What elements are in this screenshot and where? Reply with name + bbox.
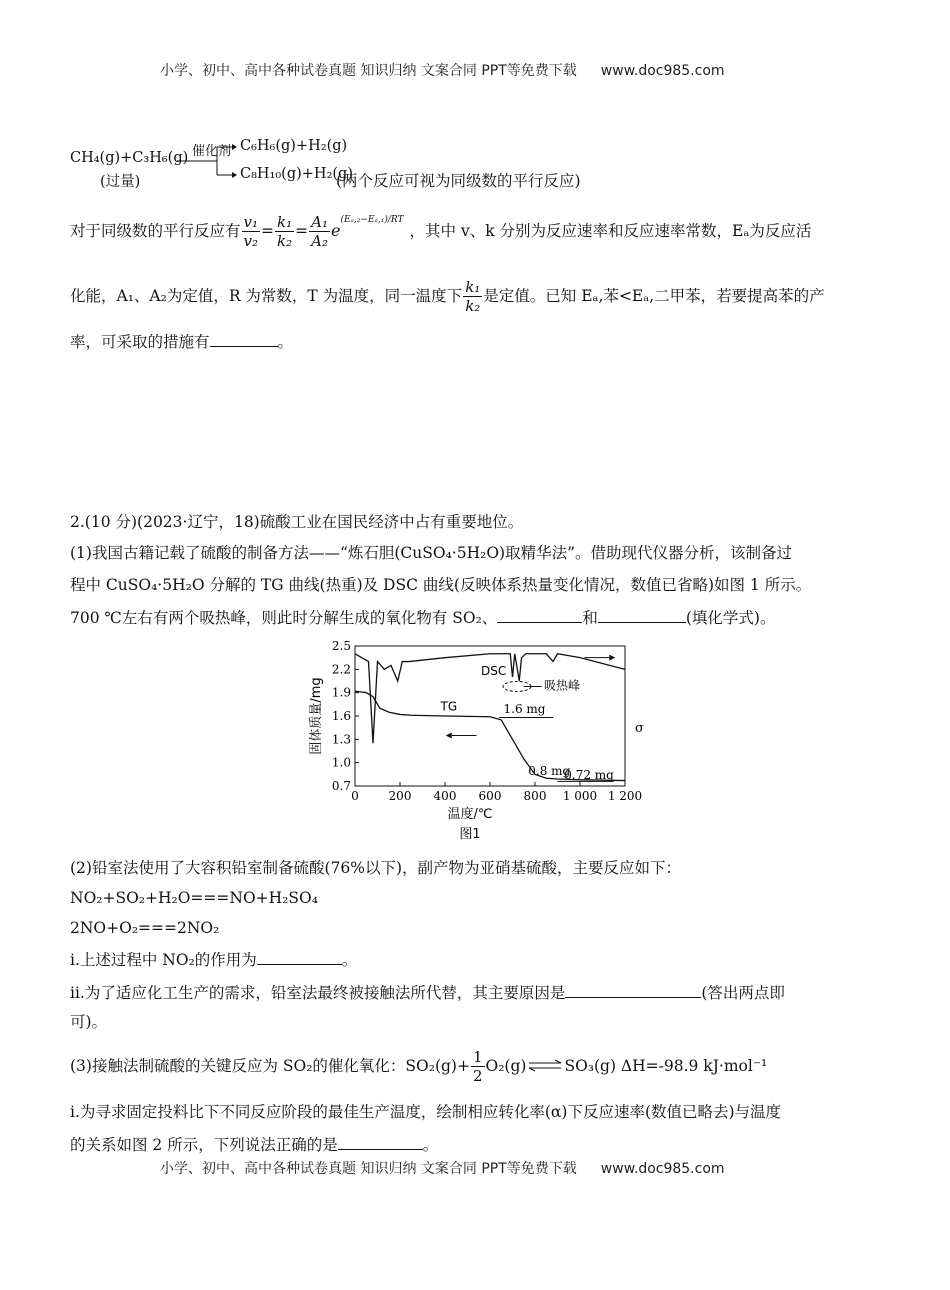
side-label: σ	[635, 721, 644, 736]
q2-p1-line2: 程中 CuSO₄·5H₂O 分解的 TG 曲线(热重)及 DSC 曲线(反映体系热量变化情况，数值已省略)如图 1 所示。	[70, 576, 812, 594]
q1-lead: 对于同级数的平行反应有	[70, 222, 241, 240]
q2-p1-line1: (1)我国古籍记载了硫酸的制备方法——“炼石胆(CuSO₄·5H₂O)取精华法”。借助现代仪器分析，该制备过	[70, 544, 793, 562]
x-tick-label: 600	[478, 789, 502, 803]
scheme-reactant: CH₄(g)+C₃H₆(g)	[70, 150, 189, 166]
q2-p2-ii: ⅱ.为了适应化工生产的需求，铅室法最终被接触法所代替，其主要原因是 (答出两点即	[70, 981, 785, 1003]
scheme-reactant-note: (过量)	[100, 174, 141, 190]
y-tick-label: 1.9	[331, 685, 351, 700]
q2-p1-line3	[70, 606, 775, 628]
page-footer	[160, 1158, 725, 1178]
scheme-product2: C₈H₁₀(g)+H₂(g)	[240, 166, 353, 182]
header-url[interactable]: www.doc985.com	[600, 63, 725, 79]
frac-v: $\frac{\text{v₁}}{\text{v₂}}$	[243, 212, 259, 250]
equilibrium-arrow-icon	[528, 1059, 562, 1073]
exp-power: (Eₐ,₂−Eₐ,₁)/RT	[340, 215, 404, 225]
q2-eq1: NO₂+SO₂+H₂O===NO+H₂SO₄	[70, 889, 318, 907]
answer-blank[interactable]	[210, 330, 278, 347]
q1-line3-text: 率，可采取的措施有	[70, 333, 210, 351]
q2-p1-line3b: 和	[582, 609, 598, 627]
answer-blank[interactable]	[338, 1133, 423, 1150]
y-axis-label: 固体质量/mg	[309, 677, 324, 755]
q2-eq2: 2NO+O₂===2NO₂	[70, 919, 220, 937]
annotation-tg: TG	[440, 699, 458, 714]
q2-p3-i-text: 的关系如图 2 所示，下列说法正确的是	[70, 1136, 338, 1154]
q2-p2-ii-line2: 可)。	[70, 1013, 108, 1031]
q1-line3: 率，可采取的措施有 。	[70, 330, 293, 352]
x-tick-label: 0	[351, 789, 359, 803]
q1-line2	[70, 271, 825, 321]
q2-title: 2.(10 分)(2023·辽宁，18)硫酸工业在国民经济中占有重要地位。	[70, 513, 524, 531]
q2-p3-i-line1: ⅰ.为寻求固定投料比下不同反应阶段的最佳生产温度，绘制相应转化率(α)下反应速率(数值已略去)与温度	[70, 1103, 782, 1121]
y-tick-label: 1.0	[331, 755, 351, 770]
q2-p3-b: O₂(g)	[485, 1057, 527, 1075]
x-tick-label: 200	[388, 789, 412, 803]
y-tick-label: 1.6	[331, 709, 351, 723]
x-tick-label: 400	[433, 789, 457, 803]
page-header	[160, 60, 725, 80]
y-tick-label: 1.3	[331, 732, 351, 747]
y-tick-label: 2.5	[331, 639, 351, 653]
q1-line2a: 化能，A₁、A₂为定值，R 为常数，T 为温度，同一温度下	[70, 287, 463, 305]
exp-base: e	[330, 221, 341, 240]
footer-text: 小学、初中、高中各种试卷真题 知识归纳 文案合同 PPT等免费下载	[160, 1161, 577, 1177]
answer-blank[interactable]	[257, 948, 342, 965]
q2-p1-line3c: (填化学式)。	[685, 609, 776, 627]
q2-p1-line3a: 700 ℃左右有两个吸热峰，则此时分解生成的氧化物有 SO₂、	[70, 609, 498, 627]
scheme-product1: C₆H₆(g)+H₂(g)	[240, 138, 348, 154]
x-tick-label: 1 200	[607, 789, 643, 803]
annotation-dsc: DSC	[481, 663, 507, 678]
q2-p2-i-text: ⅰ.上述过程中 NO₂的作用为	[70, 951, 257, 969]
q2-p3-i-line2: 的关系如图 2 所示，下列说法正确的是 。	[70, 1133, 438, 1155]
q1-after: ，其中 v、k 分别为反应速率和反应速率常数，Eₐ为反应活	[409, 222, 812, 240]
answer-blank[interactable]	[497, 606, 582, 623]
figure-1-chart	[300, 634, 660, 850]
q1-line2b: 是定值。已知 Eₐ,苯<Eₐ,二甲苯，若要提高苯的产	[483, 287, 825, 305]
reaction-scheme	[70, 138, 630, 196]
answer-blank[interactable]	[598, 606, 686, 623]
tg-arrowhead	[446, 732, 452, 738]
scheme-catalyst: 催化剂	[192, 144, 232, 159]
q1-line1: 对于同级数的平行反应有 $\frac{\text{v₁}}{\text{v₂}}$ = $\frac{\text{k₁}}{\text{k₂}}$ = $\frac{\text{A₁}}{\text{A₂}}$ e (Eₐ,₂−Eₐ,₁)/RT ，其中 v、k 分别为反应速率和反应速率常数，Eₐ为反应活	[70, 206, 811, 256]
annotation-endotherm: 吸热峰	[544, 678, 581, 693]
y-tick-label: 2.2	[331, 662, 351, 677]
figure-caption: 图1	[459, 827, 481, 842]
header-text: 小学、初中、高中各种试卷真题 知识归纳 文案合同 PPT等免费下载	[160, 63, 577, 79]
annotation-0-8mg: 0.8 mg	[528, 764, 571, 779]
q2-p2-ii-text: ⅱ.为了适应化工生产的需求，铅室法最终被接触法所代替，其主要原因是	[70, 984, 566, 1002]
annotation-0-72mg: 0.72 mg	[564, 768, 614, 782]
x-tick-label: 1 000	[562, 789, 598, 803]
y-tick-label: 0.7	[331, 779, 351, 793]
scheme-note: (两个反应可视为同级数的平行反应)	[336, 172, 581, 190]
x-tick-label: 800	[523, 789, 547, 803]
frac-k: $\frac{\text{k₁}}{\text{k₂}}$	[277, 212, 293, 250]
frac-k2: $\frac{\text{k₁}}{\text{k₂}}$	[465, 277, 481, 315]
x-axis-label: 温度/℃	[447, 807, 493, 822]
frac-a: $\frac{\text{A₁}}{\text{A₂}}$	[311, 212, 328, 250]
answer-blank[interactable]	[565, 981, 701, 998]
q2-p2-i: ⅰ.上述过程中 NO₂的作用为 。	[70, 948, 357, 970]
q2-p3-c: SO₃(g) ΔH=-98.9 kJ·mol⁻¹	[564, 1057, 768, 1075]
q2-p3-a: (3)接触法制硫酸的关键反应为 SO₂的催化氧化：SO₂(g)+	[70, 1057, 470, 1075]
q2-p3	[70, 1042, 767, 1090]
scheme-arrows	[177, 142, 237, 182]
q2-p2-intro: (2)铅室法使用了大容积铅室制备硫酸(76%以下)，副产物为亚硝基硫酸，主要反应如下：	[70, 859, 682, 877]
dsc-arrowhead	[609, 655, 615, 661]
footer-url[interactable]: www.doc985.com	[600, 1161, 725, 1177]
annotation-1-6mg: 1.6 mg	[503, 701, 546, 716]
frac-half: $\frac{1}{2}$	[472, 1047, 483, 1085]
